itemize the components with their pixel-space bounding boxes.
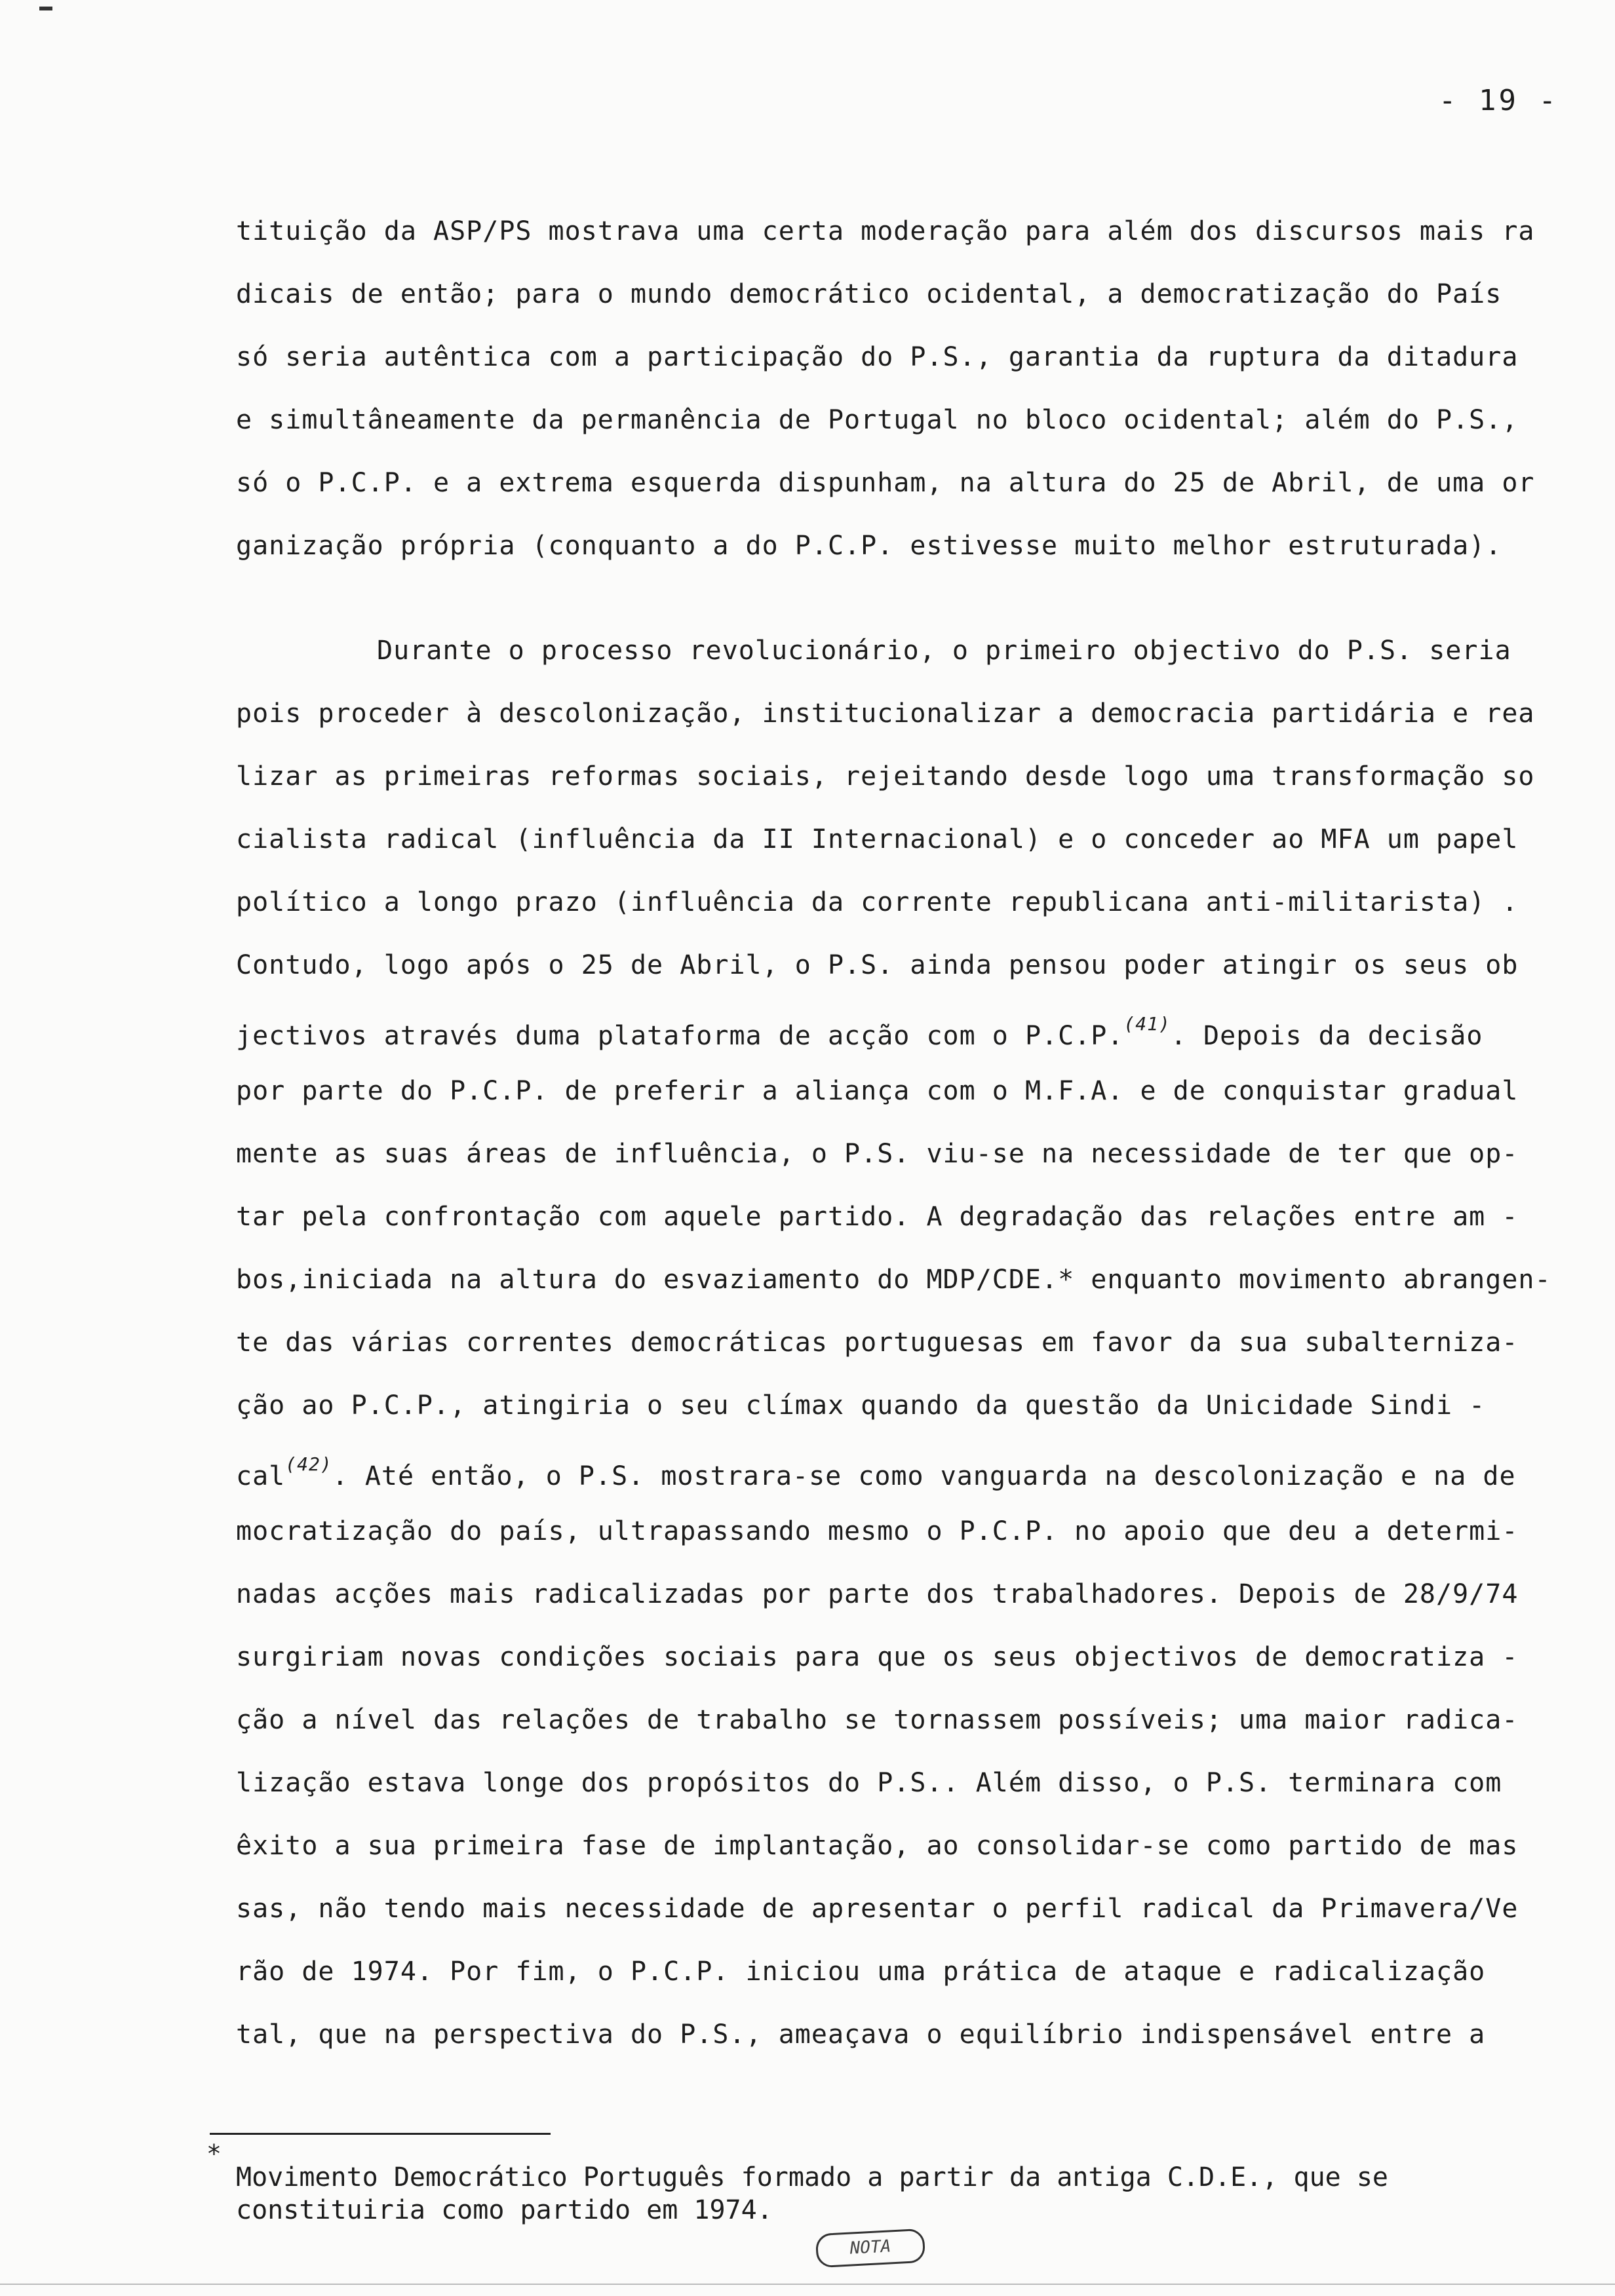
text-line: rão de 1974. Por fim, o P.C.P. iniciou uma prática de ataque e radicalização — [236, 1957, 1486, 1987]
text-line: só o P.C.P. e a extrema esquerda dispunham, na altura do 25 de Abril, de uma or — [236, 468, 1535, 498]
text-line: nadas acções mais radicalizadas por parte dos trabalhadores. Depois de 28/9/74 — [236, 1579, 1519, 1609]
text-line: Contudo, logo após o 25 de Abril, o P.S. ainda pensou poder atingir os seus ob — [236, 950, 1519, 980]
text-line: bos,iniciada na altura do esvaziamento do MDP/CDE.* enquanto movimento abrangen- — [236, 1265, 1551, 1295]
text-line: e simultâneamente da permanência de Portugal no bloco ocidental; além do P.S., — [236, 405, 1519, 435]
text-line: lização estava longe dos propósitos do P.S.. Além disso, o P.S. terminara com — [236, 1768, 1502, 1798]
text-line: sas, não tendo mais necessidade de apresentar o perfil radical da Primavera/Ve — [236, 1894, 1519, 1924]
text-line: mente as suas áreas de influência, o P.S. viu-se na necessidade de ter que op- — [236, 1139, 1519, 1169]
text-line: mocratização do país, ultrapassando mesmo o P.C.P. no apoio que deu a determi- — [236, 1516, 1519, 1546]
footnote-ref-42: (42) — [285, 1453, 332, 1475]
footnote-text: Movimento Democrático Português formado a partir da antiga C.D.E., que se — [236, 2162, 1388, 2192]
text-line: êxito a sua primeira fase de implantação, ao consolidar-se como partido de mas — [236, 1831, 1519, 1861]
text-line: Durante o processo revolucionário, o primeiro objectivo do P.S. seria — [377, 636, 1511, 666]
text-line: ção a nível das relações de trabalho se tornassem possíveis; uma maior radica- — [236, 1705, 1519, 1735]
footnote-marker: * — [206, 2139, 222, 2168]
scan-border — [0, 2284, 1615, 2285]
text-line: tituição da ASP/PS mostrava uma certa moderação para além dos discursos mais ra — [236, 216, 1535, 246]
text-line-part: . Até então, o P.S. mostrara-se como vanguarda na descolonização e na de — [332, 1461, 1516, 1491]
page-number: - 19 - — [1439, 84, 1559, 117]
text-line-part: cal — [236, 1461, 286, 1491]
footnote-ref-41: (41) — [1123, 1013, 1171, 1035]
text-line: ganização própria (conquanto a do P.C.P. estivesse muito melhor estruturada). — [236, 531, 1502, 561]
text-line — [236, 1013, 1540, 1051]
text-line: te das várias correntes democráticas portuguesas em favor da sua subalterniza- — [236, 1328, 1519, 1358]
text-line: cialista radical (influência da II Internacional) e o conceder ao MFA um papel — [236, 824, 1519, 854]
text-line: surgiriam novas condições sociais para que os seus objectivos de democratiza - — [236, 1642, 1519, 1672]
text-line: só seria autêntica com a participação do P.S., garantia da ruptura da ditadura — [236, 342, 1519, 372]
scan-mark — [39, 7, 52, 10]
text-line: lizar as primeiras reformas sociais, rejeitando desde logo uma transformação so — [236, 761, 1535, 792]
text-line: tal, que na perspectiva do P.S., ameaçava o equilíbrio indispensável entre a — [236, 2019, 1486, 2050]
footnote-divider — [210, 2133, 551, 2135]
text-line: pois proceder à descolonização, institucionalizar a democracia partidária e rea — [236, 698, 1535, 729]
text-line: político a longo prazo (influência da corrente republicana anti-militarista) . — [236, 887, 1519, 917]
text-line: ção ao P.C.P., atingiria o seu clímax quando da questão da Unicidade Sindi - — [236, 1390, 1486, 1421]
text-line: por parte do P.C.P. de preferir a aliança com o M.F.A. e de conquistar gradual — [236, 1076, 1519, 1106]
text-line-part: . Depois da decisão — [1170, 1021, 1483, 1051]
text-line-part: jectivos através duma plataforma de acção com o P.C.P. — [236, 1021, 1124, 1051]
text-line: tar pela confrontação com aquele partido. A degradação das relações entre am - — [236, 1202, 1519, 1232]
text-line: dicais de então; para o mundo democrático ocidental, a democratização do País — [236, 279, 1502, 309]
footnote-text: constituiria como partido em 1974. — [236, 2195, 773, 2225]
text-line — [236, 1453, 1540, 1491]
stamp-mark: NOTA — [815, 2229, 925, 2268]
